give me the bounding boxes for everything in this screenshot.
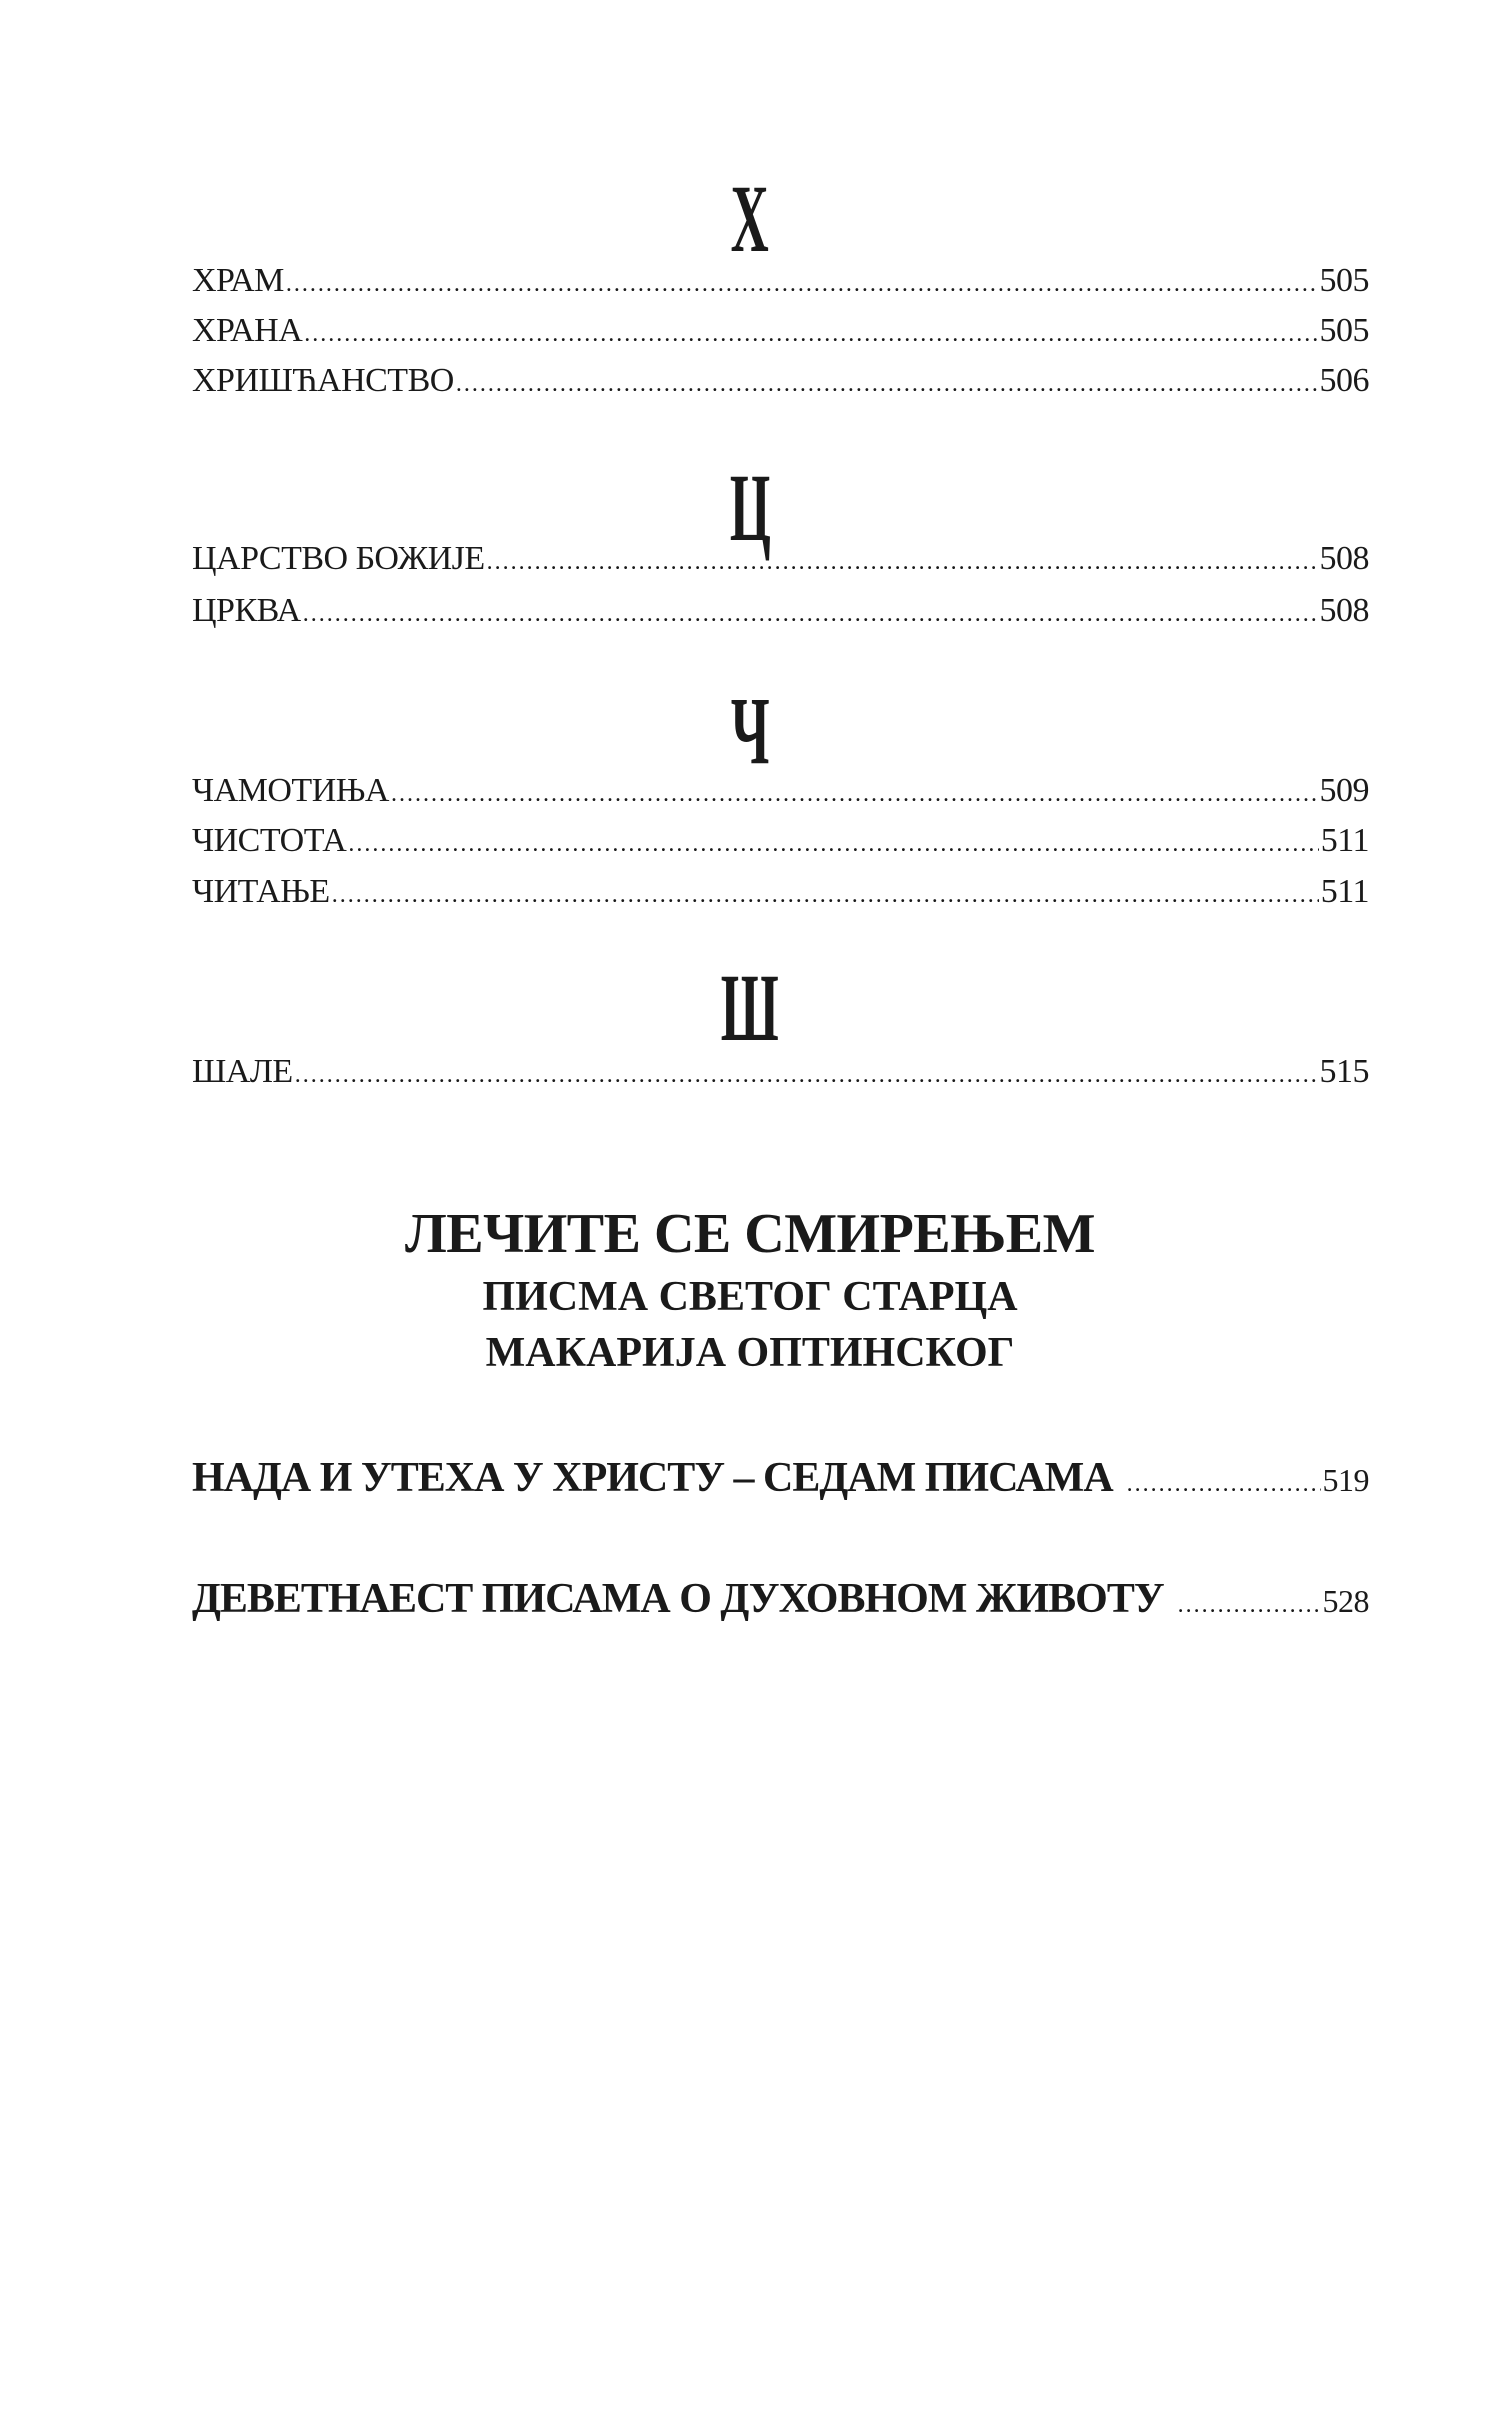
toc-entry[interactable] — [192, 1047, 1369, 1097]
toc-entry-bold[interactable] — [192, 1571, 1369, 1627]
toc-entry-bold[interactable] — [192, 1450, 1369, 1506]
page-number: 509 — [1319, 772, 1369, 809]
entry-label: НАДА И УТЕХА У ХРИСТУ – СЕДАМ ПИСАМА — [192, 1455, 1113, 1501]
toc-entry[interactable] — [192, 586, 1369, 636]
entry-label: ЦРКВА — [192, 592, 301, 629]
entry-label: ШАЛЕ — [192, 1053, 293, 1090]
page-number: 515 — [1319, 1053, 1369, 1090]
page-number: 511 — [1320, 822, 1369, 859]
page-number: 506 — [1319, 362, 1369, 399]
dot-leader — [304, 309, 1317, 359]
toc-entry[interactable] — [192, 766, 1369, 816]
dot-leader — [348, 819, 1318, 869]
dot-leader — [1127, 1456, 1321, 1512]
entry-label: ХРАНА — [192, 312, 303, 349]
entry-label: ЧАМОТИЊА — [192, 772, 389, 809]
page-number: 519 — [1322, 1462, 1369, 1498]
toc-entry[interactable] — [192, 256, 1369, 306]
toc-entry[interactable] — [192, 534, 1369, 584]
initial-letter: Ш — [721, 954, 779, 1061]
dot-leader — [295, 1050, 1318, 1100]
page-number: 505 — [1319, 312, 1369, 349]
toc-entry[interactable] — [192, 306, 1369, 356]
initial-letter: Х — [730, 165, 770, 272]
toc-entry[interactable] — [192, 816, 1369, 866]
page-number: 511 — [1320, 873, 1369, 910]
dot-leader — [456, 359, 1318, 409]
page-number: 528 — [1322, 1583, 1369, 1619]
dot-leader — [1178, 1577, 1321, 1633]
toc-entry[interactable] — [192, 867, 1369, 917]
part-subtitle-line2: МАКАРИЈА ОПТИНСКОГ — [485, 1330, 1015, 1376]
page-number: 508 — [1319, 540, 1369, 577]
entry-label: ХРАМ — [192, 262, 284, 299]
section-initial-sha — [0, 954, 1500, 1061]
page-number: 505 — [1319, 262, 1369, 299]
entry-label: ДЕВЕТНАЕСТ ПИСАМА О ДУХОВНОМ ЖИВОТУ — [192, 1576, 1164, 1622]
dot-leader — [286, 259, 1318, 309]
initial-letter: Ч — [730, 677, 770, 784]
dot-leader — [332, 870, 1319, 920]
part-subtitle-line1: ПИСМА СВЕТОГ СТАРЦА — [482, 1274, 1018, 1320]
entry-label: ХРИШЋАНСТВО — [192, 362, 454, 399]
toc-entry[interactable] — [192, 356, 1369, 406]
dot-leader — [303, 589, 1318, 639]
entry-label: ЧИСТОТА — [192, 822, 347, 859]
section-initial-kha — [0, 165, 1500, 272]
page-number: 508 — [1319, 592, 1369, 629]
dot-leader — [487, 537, 1318, 587]
entry-label: ЦАРСТВО БОЖИЈЕ — [192, 540, 485, 577]
part-title: ЛЕЧИТЕ СЕ СМИРЕЊЕМ — [405, 1203, 1095, 1265]
dot-leader — [391, 769, 1318, 819]
entry-label: ЧИТАЊЕ — [192, 873, 330, 910]
initial-letter: Ц — [729, 454, 771, 561]
